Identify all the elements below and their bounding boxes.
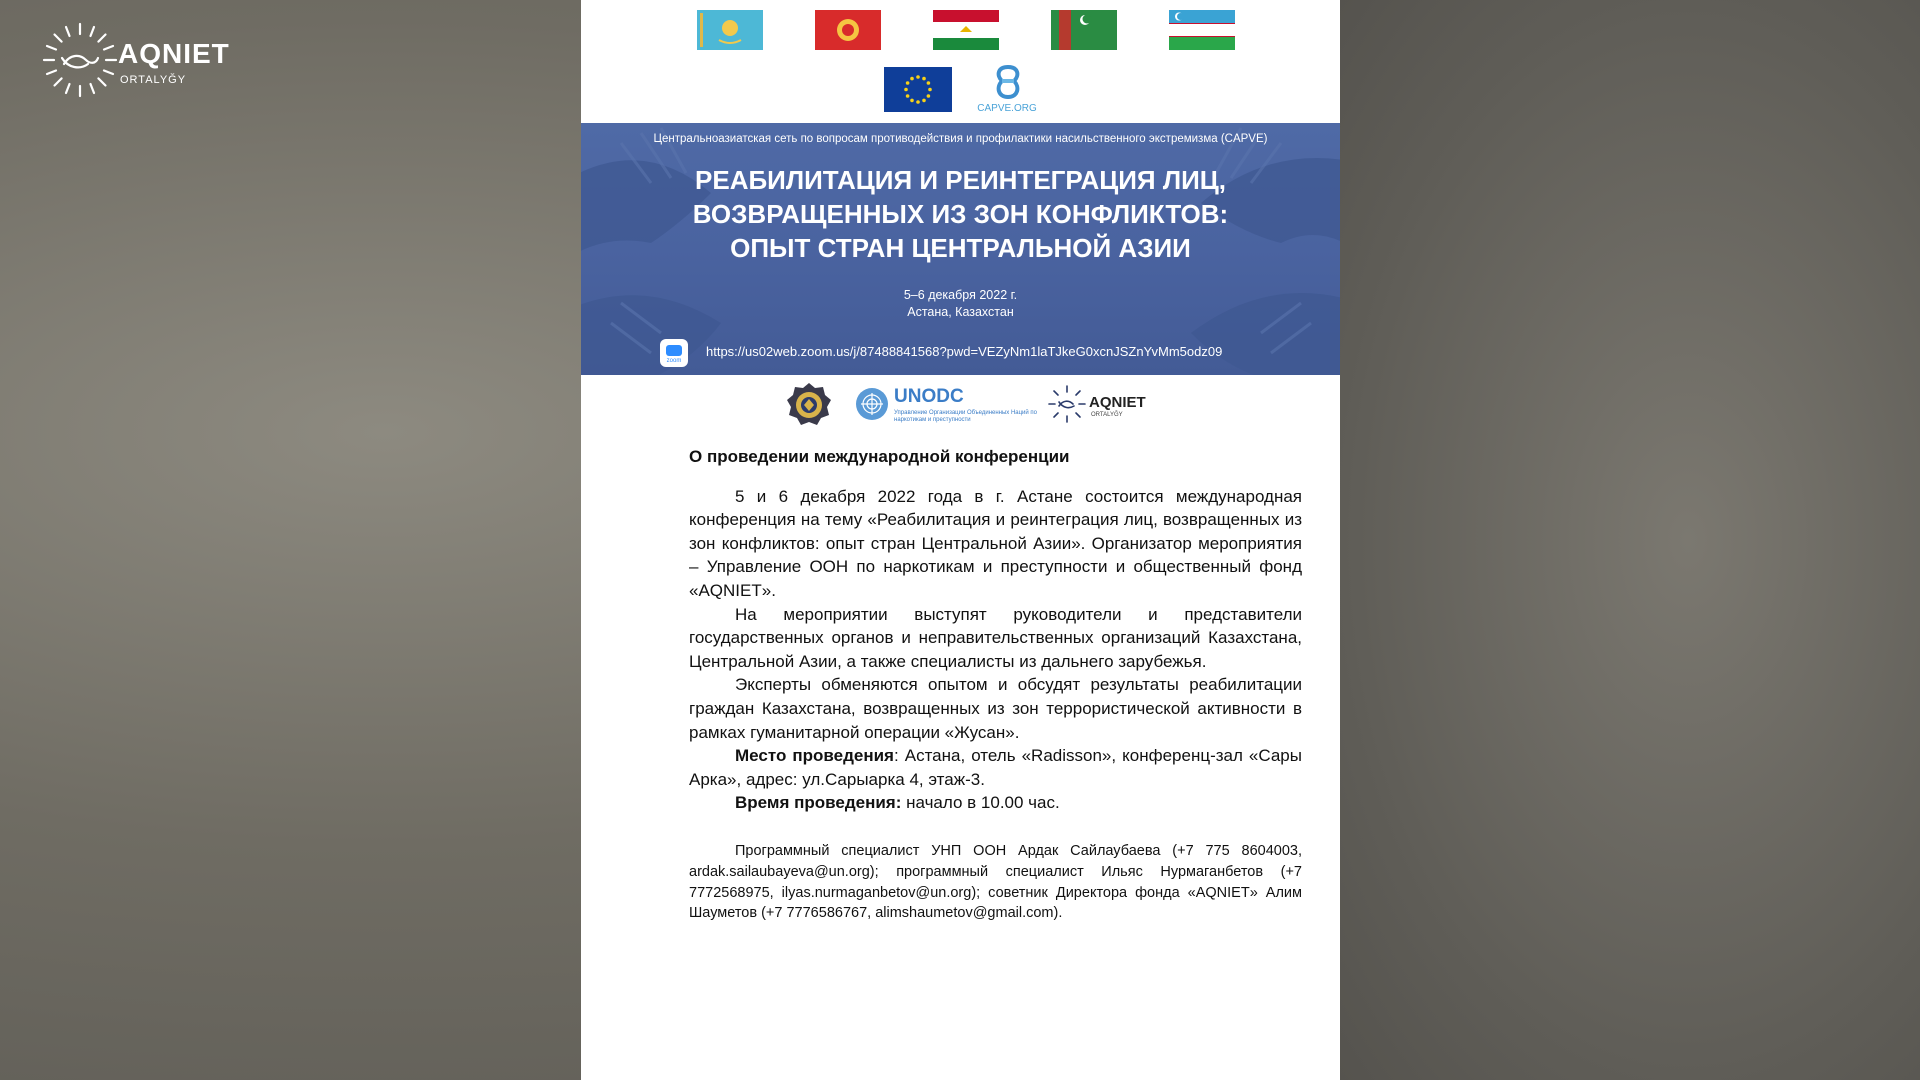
document-page: [581, 0, 1340, 1080]
aqniet-partner-subtitle: ORTALYĞY: [1091, 412, 1123, 418]
zoom-icon: [660, 339, 688, 367]
event-title-line: ОПЫТ СТРАН ЦЕНТРАЛЬНОЙ АЗИИ: [730, 233, 1191, 263]
document-body: [689, 445, 1302, 924]
flags-row: [581, 10, 1340, 52]
kyrgyzstan-flag-icon: [815, 10, 881, 50]
venue-text: : Астана, отель «Radisson», конференц-зал «Сары Арка», адрес: ул.Сарыарка 4, этаж-3.: [689, 746, 1302, 789]
capve-mark-icon: [992, 65, 1024, 99]
aqniet-partner-logo: [1047, 384, 1167, 428]
aqniet-sunburst-icon: [40, 20, 120, 100]
unodc-logo: [856, 388, 1036, 428]
kazakhstan-flag-icon: [697, 10, 763, 50]
venue-label: Место проведения: [735, 746, 894, 766]
unodc-subtitle: Управление Организации Объединенных Наций по наркотикам и преступности: [894, 410, 1038, 423]
turkmenistan-flag-icon: [1051, 10, 1117, 50]
document-heading: О проведении международной конференции: [689, 447, 1070, 466]
time-text: начало в 10.00 час.: [901, 793, 1060, 813]
paragraph: Эксперты обменяются опытом и обсудят результаты реабилитации граждан Казахстана, возвращенных из зон террористической активности в рамках гуманитарной операции «Жусан».: [689, 675, 1302, 742]
event-date: 5–6 декабря 2022 г.: [903, 288, 1018, 302]
event-date-place: [581, 287, 1340, 321]
paragraph: 5 и 6 декабря 2022 года в г. Астане состоится международная конференция на тему «Реабилитация и реинтеграция лиц, возвращенных из зон конфликтов: опыт стран Центральной Азии». Организатор мероприятия – Управление ООН по наркотикам и преступности и общественный фонд «AQNIET».: [689, 486, 1302, 600]
zoom-camera-icon: [666, 345, 682, 356]
zoom-link[interactable]: https://us02web.zoom.us/j/87488841568?pwd=VEZyNm1laTJkeG0xcnJSZnYvMm5odz09: [706, 344, 1223, 359]
contacts-paragraph: Программный специалист УНП ООН Ардак Сайлаубаева (+7 775 8604003, ardak.sailaubayeva@un.org); программный специалист Ильяс Нурмаганбетов (+7 7772568975, ilyas.nurmaganbetov@un.org); советник Директора фонда «AQNIET» Алим Шауметов (+7 7776586767, alimshaumetov@gmail.com).: [689, 842, 1302, 922]
event-title-line: ВОЗВРАЩЕННЫХ ИЗ ЗОН КОНФЛИКТОВ:: [692, 199, 1229, 229]
capve-logo: [977, 65, 1037, 115]
venue-paragraph: [689, 744, 1302, 791]
aqniet-partner-name: AQNIET: [1089, 394, 1146, 411]
network-name: Центральноазиатская сеть по вопросам противодействия и профилактики насильственного экстремизма (CAPVE): [653, 133, 1268, 145]
aqniet-watermark-logo: [40, 20, 270, 104]
background-right: [1340, 0, 1920, 1080]
capve-label: CAPVE.ORG: [977, 103, 1037, 114]
uzbekistan-flag-icon: [1169, 10, 1235, 50]
partner-logos: [581, 380, 1340, 430]
watermark-subtitle: ORTALYĞY: [120, 74, 187, 86]
event-place: Астана, Казахстан: [907, 305, 1014, 319]
government-seal-icon: [786, 382, 832, 428]
aqniet-sunburst-icon: [1047, 384, 1087, 424]
un-emblem-icon: [856, 388, 888, 420]
eu-flag-icon: [884, 67, 952, 112]
time-paragraph: [689, 791, 1302, 815]
zoom-label: zoom: [666, 358, 682, 364]
unodc-name: UNODC: [894, 386, 964, 407]
paragraph: На мероприятии выступят руководители и представители государственных органов и неправительственных организаций Казахстана, Центральной Азии, а также специалисты из дальнего зарубежья.: [689, 604, 1302, 671]
event-title-line: РЕАБИЛИТАЦИЯ И РЕИНТЕГРАЦИЯ ЛИЦ,: [695, 165, 1226, 195]
time-label: Время проведения:: [735, 793, 902, 813]
watermark-name: AQNIET: [118, 38, 230, 69]
event-banner: [581, 123, 1340, 375]
tajikistan-flag-icon: [933, 10, 999, 50]
event-title: [581, 163, 1340, 265]
